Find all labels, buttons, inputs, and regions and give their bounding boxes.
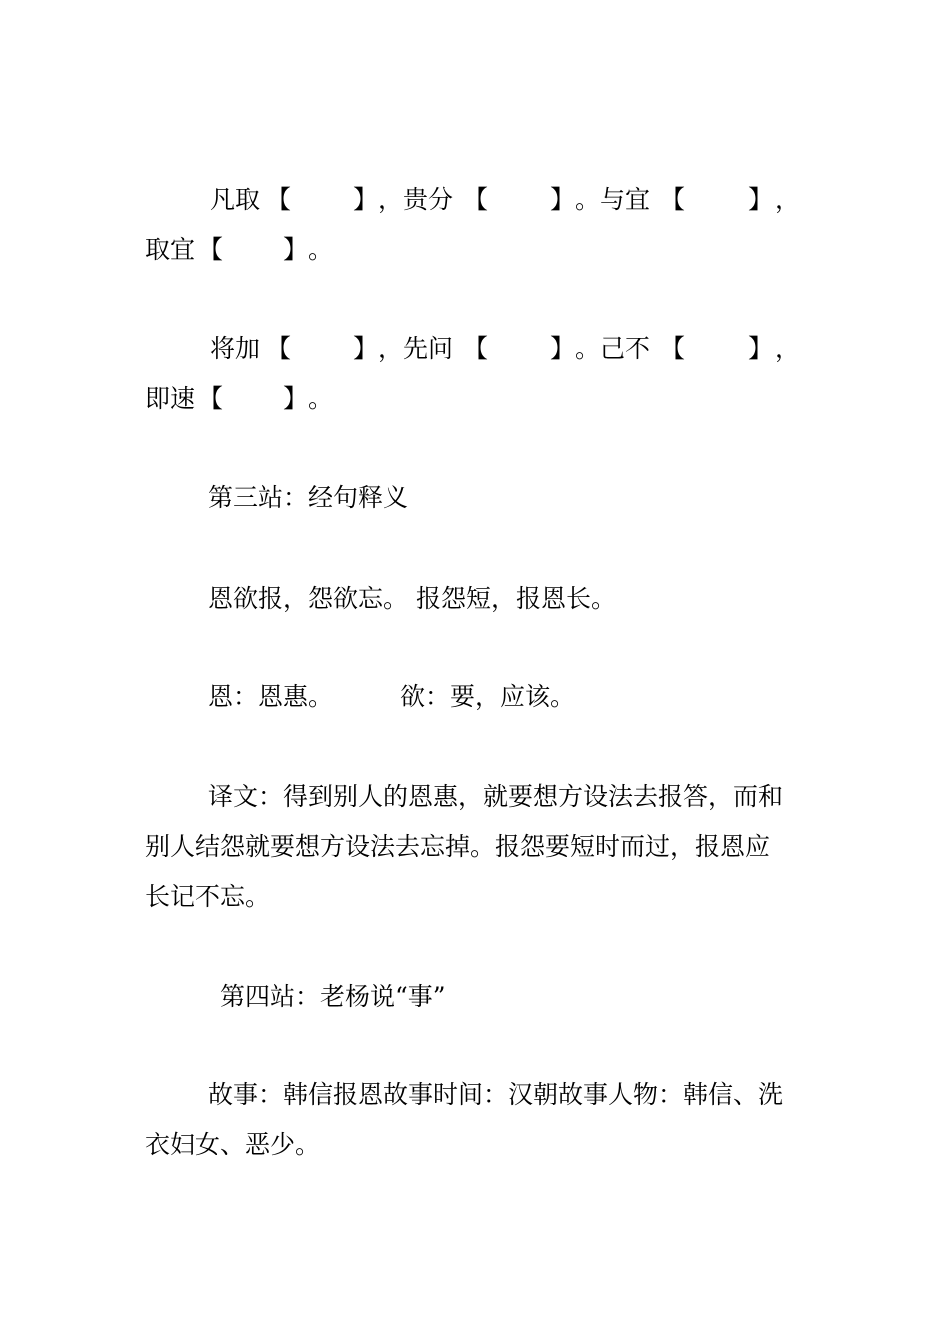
- blank-open-bracket: 【: [463, 185, 489, 214]
- blank-open-bracket: 【: [266, 185, 292, 214]
- prompt-text: 。己不: [575, 334, 651, 363]
- prompt-punctuation: 。: [308, 235, 334, 264]
- blank-open-bracket: 【: [463, 334, 489, 363]
- blank-open-bracket: 【: [198, 384, 224, 413]
- gloss-en: 恩：恩惠。: [208, 682, 334, 711]
- section-heading: 第三站：经句释义: [208, 483, 409, 512]
- translation-text: 长记不忘。: [145, 882, 271, 911]
- blank-open-bracket: 【: [660, 334, 686, 363]
- prompt-punctuation: ，: [775, 334, 801, 363]
- prompt-punctuation: ，: [775, 185, 801, 214]
- blank-close-bracket: 】: [748, 334, 774, 363]
- blank-open-bracket: 【: [660, 185, 686, 214]
- prompt-text: 。与宜: [575, 185, 651, 214]
- blank-open-bracket: 【: [198, 235, 224, 264]
- blank-close-bracket: 】: [550, 334, 576, 363]
- section-heading: 第四站：老杨说“事”: [220, 982, 446, 1011]
- blank-close-bracket: 】: [283, 235, 309, 264]
- translation-text: 译文：得到别人的恩惠，就要想方设法去报答，而和: [208, 782, 784, 811]
- prompt-text: ，先问: [378, 334, 454, 363]
- prompt-punctuation: 。: [308, 384, 334, 413]
- story-text: 故事：韩信报恩故事时间：汉朝故事人物：韩信、洗: [208, 1080, 784, 1109]
- blank-close-bracket: 】: [353, 334, 379, 363]
- story-text: 衣妇女、恶少。: [145, 1130, 321, 1159]
- blank-close-bracket: 】: [748, 185, 774, 214]
- prompt-text: 取宜: [145, 235, 196, 264]
- classic-quote: 恩欲报，怨欲忘。 报怨短，报恩长。: [208, 584, 616, 613]
- prompt-text: 凡取: [210, 185, 261, 214]
- blank-close-bracket: 】: [353, 185, 379, 214]
- prompt-text: 将加: [210, 334, 261, 363]
- blank-open-bracket: 【: [266, 334, 292, 363]
- blank-close-bracket: 】: [283, 384, 309, 413]
- prompt-text: 即速: [145, 384, 196, 413]
- blank-close-bracket: 】: [550, 185, 576, 214]
- translation-text: 别人结怨就要想方设法去忘掉。报怨要短时而过，报恩应: [145, 832, 771, 861]
- gloss-yu: 欲：要，应该。: [400, 682, 576, 711]
- prompt-text: ，贵分: [378, 185, 454, 214]
